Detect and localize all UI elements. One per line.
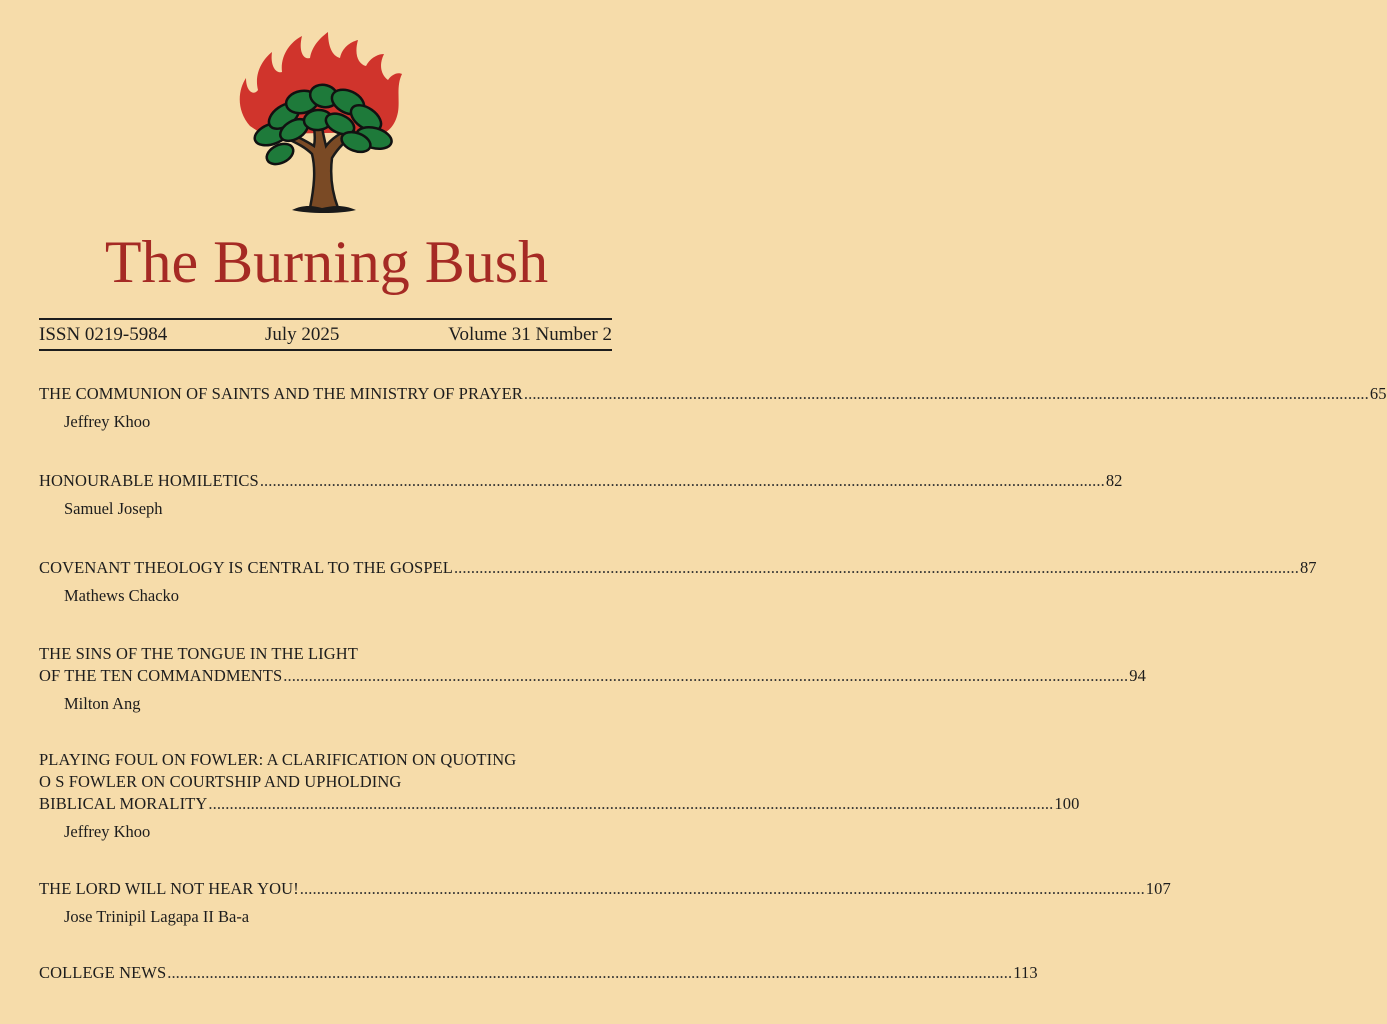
toc-entry[interactable] [39,383,1387,433]
leader-dots: ........................................................................................................................................................................................................ [208,794,1054,813]
leader-dots: ........................................................................................................................................................................................................ [167,963,1013,982]
entry-title: HONOURABLE HOMILETICS [39,471,259,490]
entry-page: 65 [1369,384,1387,403]
leader-dots: ........................................................................................................................................................................................................ [259,471,1105,490]
entry-title: COVENANT THEOLOGY IS CENTRAL TO THE GOSPEL [39,558,453,577]
entry-title: THE SINS OF THE TONGUE IN THE LIGHT [39,644,358,663]
entry-page: 100 [1054,794,1080,813]
entry-title: OF THE TEN COMMANDMENTS [39,666,283,685]
leader-dots: ........................................................................................................................................................................................................ [299,879,1145,898]
bottom-rule [39,349,612,351]
issue-meta [39,322,612,348]
issue-date: July 2025 [265,324,340,345]
toc-entry[interactable] [39,749,1080,843]
entry-title: BIBLICAL MORALITY [39,794,208,813]
entry-page: 113 [1013,963,1038,982]
entry-title: THE LORD WILL NOT HEAR YOU! [39,879,299,898]
entry-title: COLLEGE NEWS [39,963,167,982]
entry-author: Jose Trinipil Lagapa II Ba-a [64,907,250,926]
toc-entry[interactable] [39,962,1038,984]
volume-number: Volume 31 Number 2 [448,324,612,345]
toc-entry[interactable] [39,878,1171,928]
entry-author: Milton Ang [64,694,141,713]
entry-author: Mathews Chacko [64,586,180,605]
top-rule [39,318,612,320]
toc-entry[interactable] [39,557,1317,607]
burning-bush-tree-icon [232,30,410,216]
leader-dots: ........................................................................................................................................................................................................ [523,384,1369,403]
entry-title: O S FOWLER ON COURTSHIP AND UPHOLDING [39,772,402,791]
entry-author: Jeffrey Khoo [64,822,151,841]
entry-page: 82 [1105,471,1123,490]
entry-page: 87 [1299,558,1317,577]
toc-entry[interactable] [39,643,1146,715]
leader-dots: ........................................................................................................................................................................................................ [453,558,1299,577]
toc-entry[interactable] [39,470,1123,520]
entry-page: 107 [1145,879,1171,898]
entry-author: Samuel Joseph [64,499,163,518]
leader-dots: ........................................................................................................................................................................................................ [283,666,1129,685]
entry-title: THE COMMUNION OF SAINTS AND THE MINISTRY OF PRAYER [39,384,523,403]
entry-page: 94 [1129,666,1146,685]
entry-author: Jeffrey Khoo [64,412,151,431]
journal-title: The Burning Bush [104,229,549,295]
entry-title: PLAYING FOUL ON FOWLER: A CLARIFICATION ON QUOTING [39,750,517,769]
issn: ISSN 0219-5984 [39,324,168,345]
